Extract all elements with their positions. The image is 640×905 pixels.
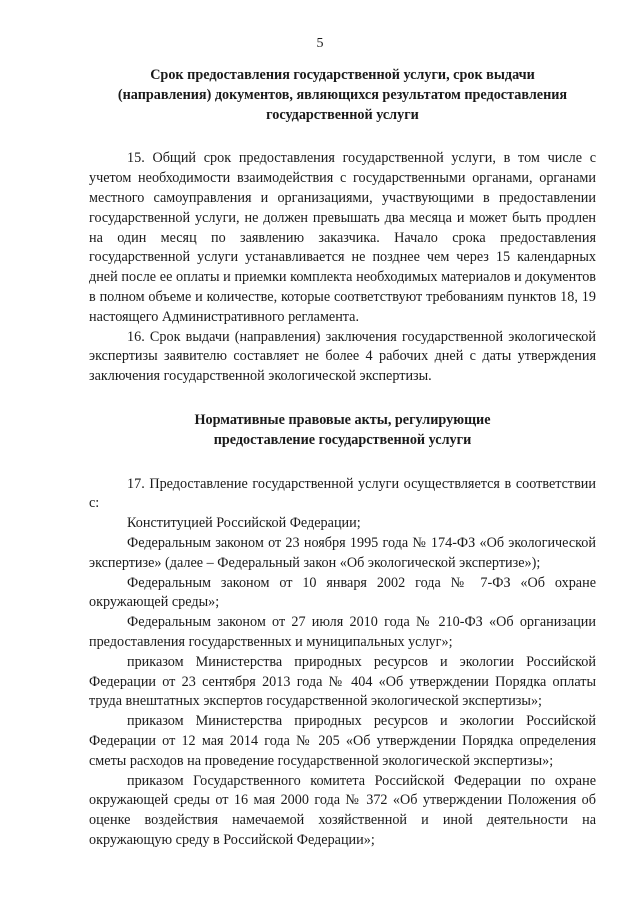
legal-act-item: Федеральным законом от 27 июля 2010 года № 210-ФЗ «Об организации предоставления государственных и муниципальных услуг»; bbox=[89, 614, 596, 650]
legal-act-item: приказом Министерства природных ресурсов и экологии Российской Федерации от 12 мая 2014 года № 205 «Об утверждении Порядка определения сметы расходов на проведение государственной экологической экспертизы»; bbox=[89, 713, 596, 769]
page-content bbox=[89, 66, 596, 851]
section-heading-legal-acts bbox=[89, 411, 596, 451]
heading-line: Срок предоставления государственной услуги, срок выдачи bbox=[150, 67, 535, 83]
heading-line: (направления) документов, являющихся результатом предоставления bbox=[117, 86, 568, 103]
paragraph-16: 16. Срок выдачи (направления) заключения государственной экологической экспертизы заявителю составляет не более 4 рабочих дней с даты утверждения заключения государственной экологической экспертизы. bbox=[89, 328, 596, 385]
legal-act-item: приказом Министерства природных ресурсов и экологии Российской Федерации от 23 сентября 2013 года № 404 «Об утверждении Порядка оплаты труда внештатных экспертов государственной экологической экспертизы»; bbox=[89, 653, 596, 710]
heading-line: предоставление государственной услуги bbox=[213, 431, 472, 448]
heading-line: Нормативные правовые акты, регулирующие bbox=[194, 411, 491, 428]
legal-act-item: приказом Государственного комитета Российской Федерации по охране окружающей среды от 16 мая 2000 года № 372 «Об утверждении Положения об оценке воздействия намечаемой хозяйственной и иной деятельности на окружающую среду в Российской Федерации»; bbox=[89, 772, 596, 848]
paragraph-17: 17. Предоставление государственной услуги осуществляется в соответствии с: bbox=[89, 475, 596, 512]
paragraph-15: 15. Общий срок предоставления государственной услуги, в том числе с учетом необходимости взаимодействия с государственными органами, органами местного самоуправления и организациями, участвующими в предоставлении государственной услуги, не должен превышать два месяца и может быть продлен на один месяц по заявлению заказчика. Начало срока предоставления государственной услуги устанавливается не позднее чем через 15 календарных дней после ее оплаты и приемки комплекта необходимых материалов и документов в полном объеме и количестве, которые соответствуют требованиям пунктов 18, 19 настоящего Административного регламента. bbox=[89, 150, 596, 325]
legal-act-item: Конституцией Российской Федерации; bbox=[127, 515, 361, 532]
legal-act-item: Федеральным законом от 23 ноября 1995 года № 174-ФЗ «Об экологической экспертизе» (далее – Федеральный закон «Об экологической экспертизе»); bbox=[89, 534, 596, 571]
legal-act-item: Федеральным законом от 10 января 2002 года № 7-ФЗ «Об охране окружающей среды»; bbox=[89, 574, 596, 611]
section-heading-service-term bbox=[89, 66, 596, 125]
page-number: 5 bbox=[316, 36, 324, 51]
heading-line: государственной услуги bbox=[266, 106, 419, 123]
